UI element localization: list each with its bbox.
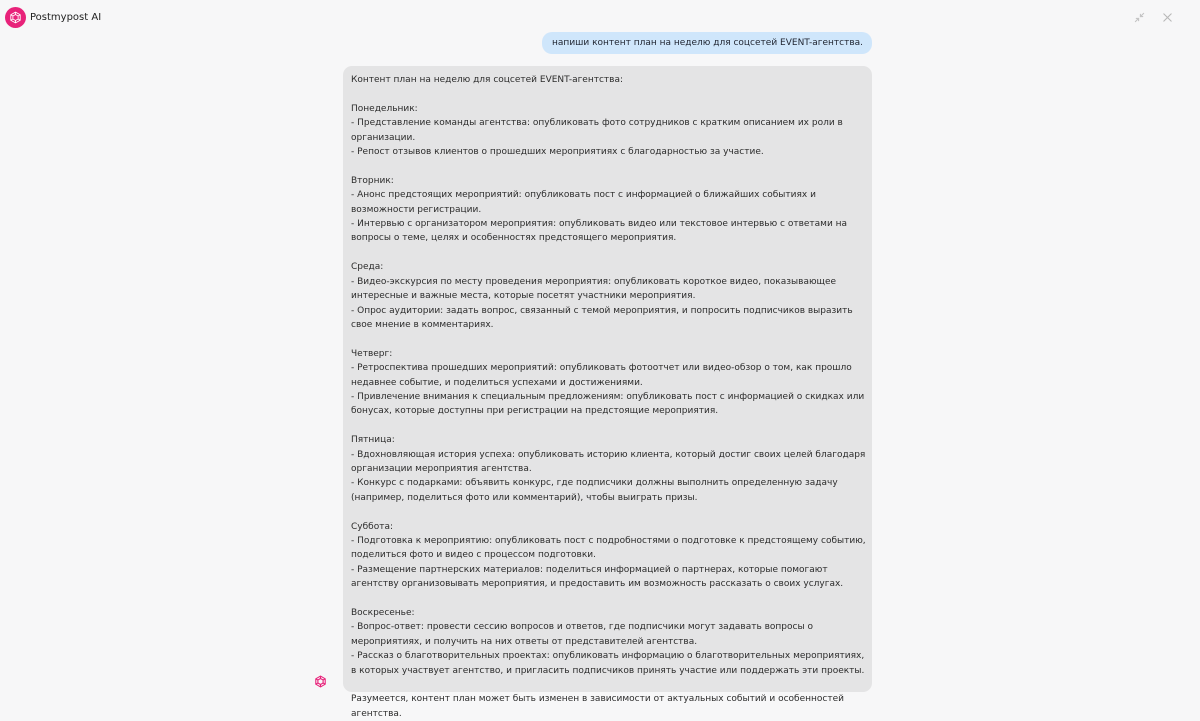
title-bar bbox=[0, 0, 1200, 36]
shrink-icon bbox=[1134, 8, 1145, 27]
close-window-button[interactable] bbox=[1160, 10, 1174, 24]
assistant-message-bubble: Контент план на неделю для соцсетей EVENT-агентства: Понедельник: - Представление команды агентства: опубликовать фото сотрудников с кратким описанием их роли в организации. - Репост отзывов клиентов о прошедших мероприятиях с благодарностью за участие. Вторник: - Анонс предстоящих мероприятий: опубликовать пост с информацией о ближайших событиях и возможности регистрации. - Интервью с организатором мероприятия: опубликовать видео или текстовое интервью с ответами на вопросы о теме, целях и особенностях предстоящего мероприятия. Среда: - Видео-экскурсия по месту проведения мероприятия: опубликовать короткое видео, показывающее интересные и важные места, которые посетят участники мероприятия. - Опрос аудитории: задать вопрос, связанный с темой мероприятия, и попросить подписчиков выразить свое мнение в комментариях. Четверг: - Ретроспектива прошедших мероприятий: опубликовать фотоотчет или видео-обзор о том, как прошло недавнее событие, и поделиться успехами и достижениями. - Привлечение внимания к специальным предложениям: опубликовать пост с информацией о скидках или бонусах, которые доступны при регистрации на предстоящие мероприятия. Пятница: - Вдохновляющая история успеха: опубликовать историю клиента, который достиг своих целей благодаря организации мероприятия агентства. - Конкурс с подарками: объявить конкурс, где подписчики должны выполнить определенную задачу (например, поделиться фото или комментарий), чтобы выиграть призы. Суббота: - Подготовка к мероприятию: опубликовать пост с подробностями о подготовке к предстоящему событию, поделиться фото и видео с процессом подготовки. - Размещение партнерских материалов: поделиться информацией о партнерах, которые помогают агентству организовывать мероприятия, и предоставить им возможность рассказать о своих услугах. Воскресенье: - Вопрос-ответ: провести сессию вопросов и ответов, где подписчики могут задавать вопросы о мероприятиях, и получить на них ответы от представителей агентства. - Рассказ о благотворительных проектах: опубликовать информацию о благотворительных мероприятиях, в которых участвует агентство, и пригласить подписчиков принять участие или поддержать эти проекты. Разумеется, контент план может быть изменен в зависимости от актуальных событий и особенностей агентства. bbox=[343, 66, 872, 692]
shrink-window-button[interactable] bbox=[1132, 10, 1146, 24]
assistant-avatar-icon bbox=[313, 674, 327, 688]
app-title: Postmypost AI bbox=[30, 12, 102, 23]
close-icon bbox=[1162, 8, 1173, 27]
user-message-bubble: напиши контент план на неделю для соцсетей EVENT-агентства. bbox=[542, 32, 872, 54]
app-logo-icon bbox=[5, 7, 26, 28]
